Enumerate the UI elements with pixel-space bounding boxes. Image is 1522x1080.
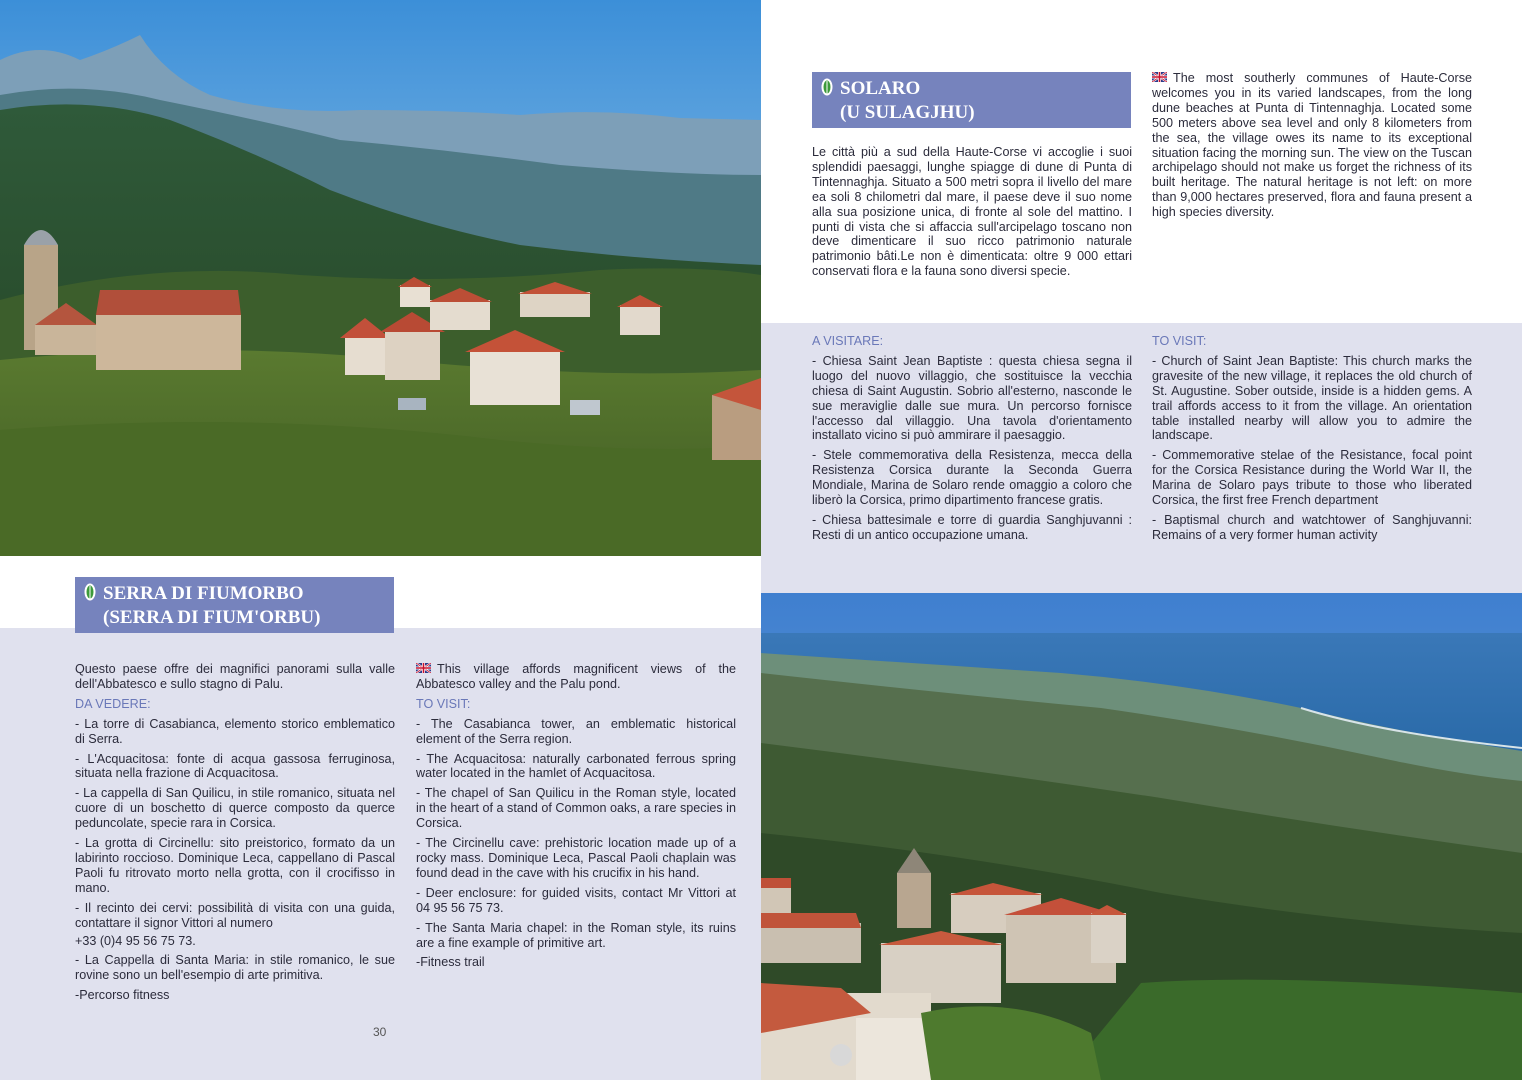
- solaro-title-line1: SOLARO: [840, 78, 921, 99]
- serra-it-item: - La grotta di Circinellu: sito preistorico, formato da un labirinto roccioso. Dominique Leca, cappellano di Pascal Paoli fu ritrovato morto nella grotta, con il crocifisso in mano.: [75, 836, 395, 895]
- solaro-it-heading: A VISITARE:: [812, 334, 884, 348]
- serra-italian-column: [75, 662, 395, 1008]
- serra-it-item: - Il recinto dei cervi: possibilità di visita con una guida, contattare il signor Vittori al numero: [75, 900, 395, 930]
- serra-it-heading: DA VEDERE:: [75, 696, 151, 711]
- page-number: 30: [373, 1025, 387, 1039]
- solaro-en-item: - Baptismal church and watchtower of Sanghjuvanni: Remains of a very former human activity: [1152, 512, 1472, 542]
- solaro-en-intro: The most southerly communes of Haute-Corse welcomes you in its varied landscapes, from the long dune beaches at Punta di Tintennaghja. Located some 500 meters above sea level and only 8 kilometers from the sea, the village owes its name to its exceptional situation facing the morning sun. The view on the Tuscan archipelago should not make us forget the richness of its built heritage. The natural heritage is not left: on more than 9,000 hectares preserved, flora and fauna present a high species diversity.: [1152, 71, 1472, 220]
- serra-it-item: +33 (0)4 95 56 75 73.: [75, 933, 196, 948]
- uk-flag-icon: [1152, 72, 1167, 82]
- serra-en-item: - The Casabianca tower, an emblematic historical element of the Serra region.: [416, 716, 736, 746]
- serra-english-column: [416, 662, 736, 975]
- serra-en-item: - The Santa Maria chapel: in the Roman style, its ruins are a fine example of primitive art.: [416, 920, 736, 950]
- serra-it-item: - La cappella di San Quilicu, in stile romanico, situata nel cuore di un boschetto di querce composto da querce peduncolate, specie rara in Corsica.: [75, 786, 395, 831]
- serra-en-intro: This village affords magnificent views of the Abbatesco valley and the Palu pond.: [416, 662, 736, 691]
- leaf-icon: [84, 583, 96, 601]
- serra-en-item: - Deer enclosure: for guided visits, contact Mr Vittori at 04 95 56 75 73.: [416, 885, 736, 915]
- serra-it-item: - La torre di Casabianca, elemento storico emblematico di Serra.: [75, 716, 395, 746]
- uk-flag-icon: [416, 663, 431, 673]
- serra-title-line1: SERRA DI FIUMORBO: [103, 583, 304, 604]
- serra-en-heading: TO VISIT:: [416, 696, 471, 711]
- serra-it-item: - La Cappella di Santa Maria: in stile romanico, le sue rovine sono un bell'esempio di arte primitiva.: [75, 953, 395, 983]
- solaro-it-item: - Stele commemorativa della Resistenza, mecca della Resistenza Corsica durante la Seconda Guerra Mondiale, Marina de Solaro rende omaggio a coloro che liberò la Corsica, primo dipartimento francese gratis.: [812, 448, 1132, 508]
- photo-serra-village: [0, 0, 761, 556]
- solaro-en-intro-block: [1152, 71, 1472, 220]
- serra-title-line2: (SERRA DI FIUM'ORBU): [103, 607, 321, 628]
- serra-en-item: - The chapel of San Quilicu in the Roman style, located in the heart of a stand of Common oaks, a rare species in Corsica.: [416, 786, 736, 831]
- solaro-it-intro-block: [812, 145, 1132, 279]
- solaro-en-visit-column: [1152, 334, 1472, 548]
- serra-it-intro: Questo paese offre dei magnifici panorami sulla valle dell'Abbatesco e sullo stagno di Palu.: [75, 662, 395, 691]
- solaro-en-heading: TO VISIT:: [1152, 334, 1207, 348]
- solaro-it-visit-column: [812, 334, 1132, 548]
- serra-en-item: - The Circinellu cave: prehistoric location made up of a rocky mass. Dominique Leca, Pascal Paoli chaplain was found dead in the cave with his crucifix in his hand.: [416, 836, 736, 880]
- photo-solaro-coast: [761, 593, 1522, 1080]
- solaro-en-item: - Church of Saint Jean Baptiste: This church marks the gravesite of the new village, it replaces the old church of St. Augustine. Sober outside, inside is a hidden gems. A trail affords access to it from the village. An orientation table installed nearby will allow you to admire the landscape.: [1152, 353, 1472, 443]
- solaro-title-line2: (U SULAGJHU): [840, 102, 975, 123]
- serra-en-item: -Fitness trail: [416, 955, 485, 970]
- solaro-it-item: - Chiesa battesimale e torre di guardia Sanghjuvanni : Resti di un antico occupazione umana.: [812, 512, 1132, 542]
- solaro-title-box: [812, 72, 1131, 128]
- serra-it-item: -Percorso fitness: [75, 988, 170, 1003]
- serra-it-item: - L'Acquacitosa: fonte di acqua gassosa ferruginosa, situata nella frazione di Acquacitosa.: [75, 751, 395, 781]
- solaro-it-item: - Chiesa Saint Jean Baptiste : questa chiesa segna il luogo del nuovo villaggio, che sostituisce la vecchia chiesa di Saint Augustin. Sobrio all'esterno, nasconde le sue meraviglie dalle sue mura. Un percorso fornisce l'accesso dal villaggio. Una tavola d'orientamento installato vicino si può ammirare il paesaggio.: [812, 353, 1132, 443]
- serra-en-item: - The Acquacitosa: naturally carbonated ferrous spring water located in the hamlet of Acquacitosa.: [416, 751, 736, 781]
- leaf-icon: [821, 78, 833, 96]
- serra-title-box: [75, 577, 394, 633]
- solaro-en-item: - Commemorative stelae of the Resistance, focal point for the Corsica Resistance during the World War II, the Marina de Solaro pays tribute to those who liberated Corsica, the first free French department: [1152, 448, 1472, 508]
- solaro-it-intro: Le città più a sud della Haute-Corse vi accoglie i suoi splendidi paesaggi, lunghe spiagge di dune di Punta di Tintennaghja. Situato a 500 metri sopra il livello del mare ea soli 8 chilometri dal mare, il paese deve il suo nome alla sua posizione unica, di fronte al sole del mattino. I punti di vista che si affaccia sull'arcipelago toscano non deve dimenticare il suo ricco patrimonio naturale patrimonio bâti.Le non è dimenticata: oltre 9 000 ettari conservati flora e la fauna sono diversi specie.: [812, 145, 1132, 279]
